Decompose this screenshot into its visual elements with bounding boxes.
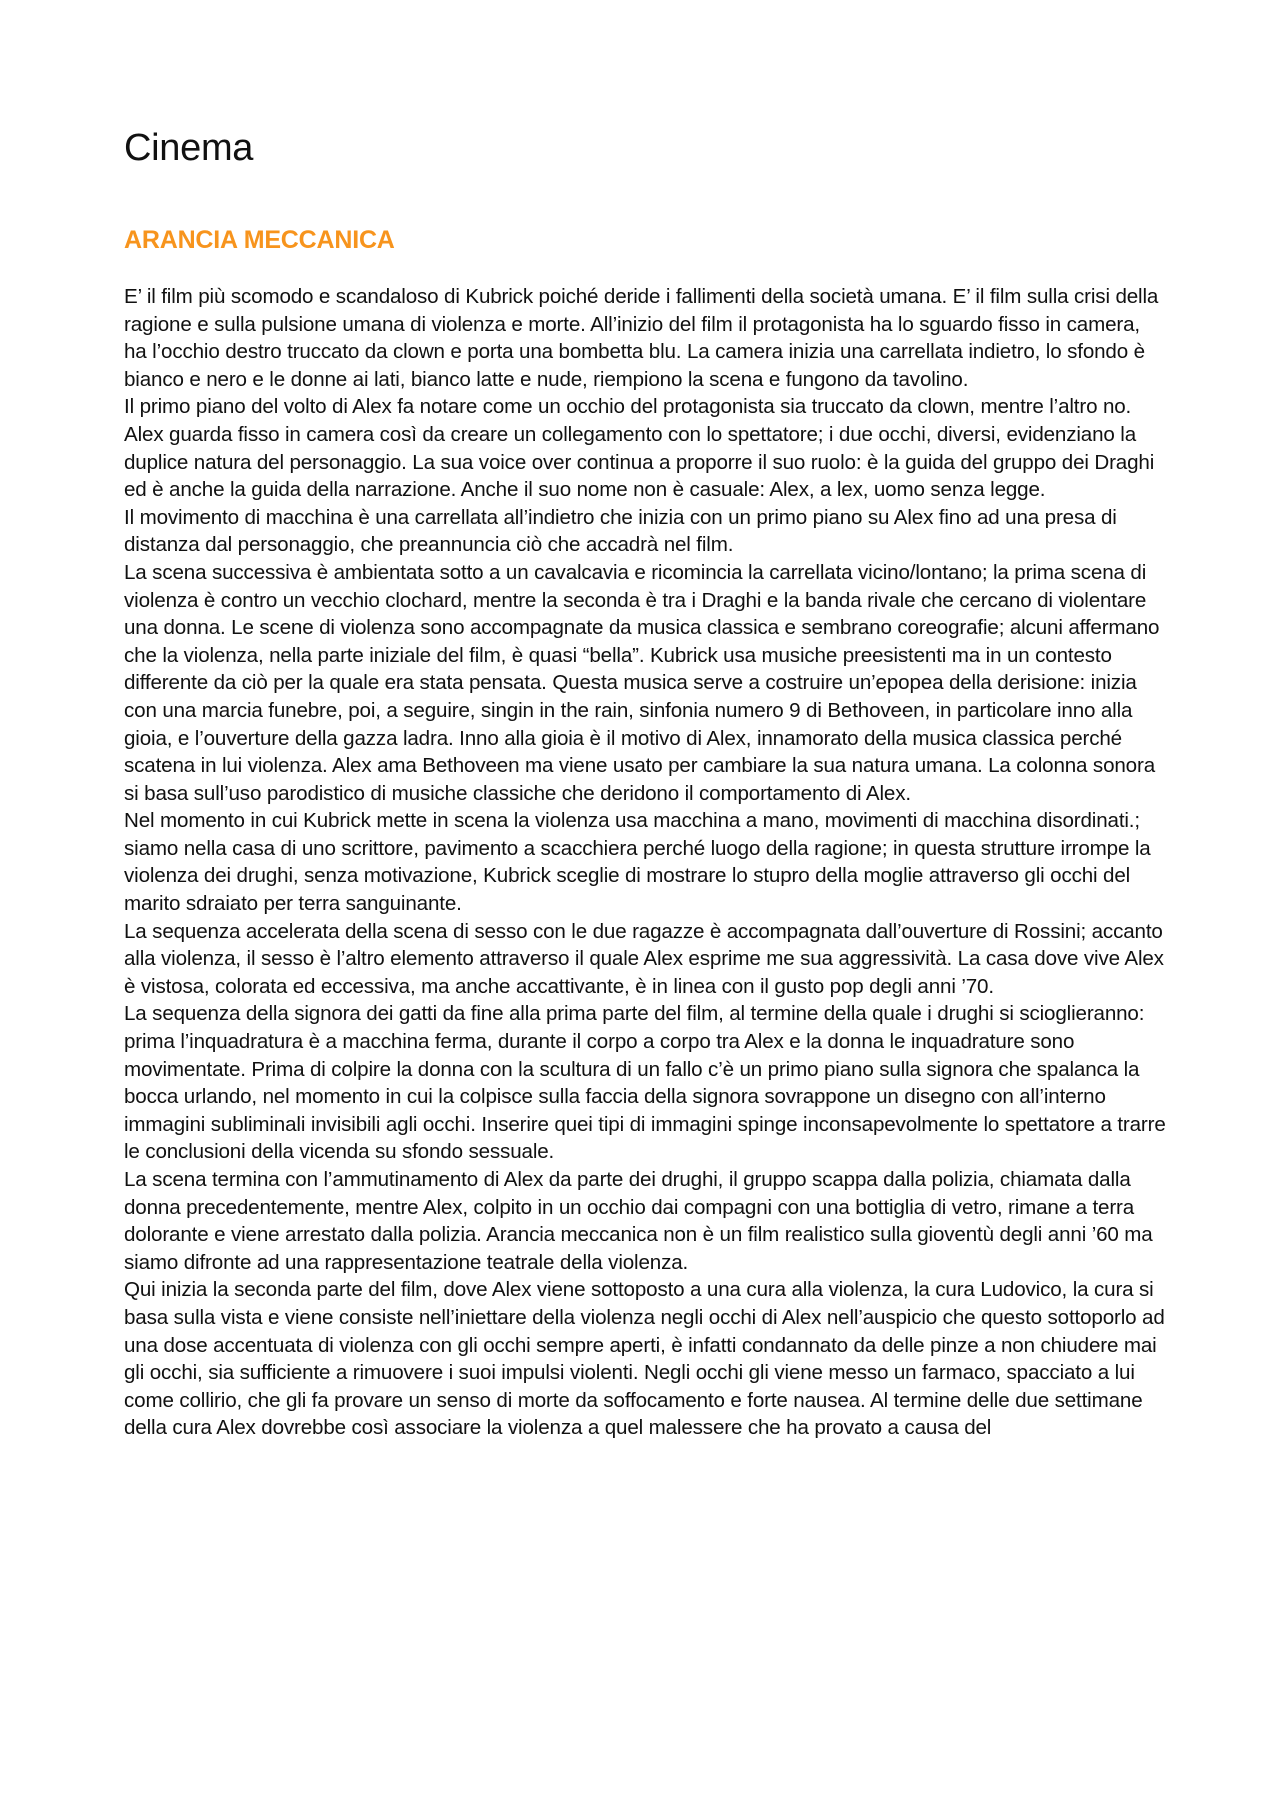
paragraph: La sequenza della signora dei gatti da fine alla prima parte del film, al termine della quale i drughi si scioglieranno: prima l’inquadratura è a macchina ferma, durante il corpo a corpo tra Alex e la donna le inquadrature sono movimentate. Prima di colpire la donna con la scultura di un fallo c’è un primo piano sulla signora che spalanca la bocca urlando, nel momento in cui la colpisce sulla faccia della signora sovrappone un disegno con all’interno immagini subliminali invisibili agli occhi. Inserire quei tipi di immagini spinge inconsapevolmente lo spettatore a trarre le conclusioni della vicenda su sfondo sessuale.	[124, 1002, 1166, 1164]
paragraph: La scena successiva è ambientata sotto a un cavalcavia e ricomincia la carrellata vicino/lontano; la prima scena di violenza è contro un vecchio clochard, mentre la seconda è tra i Draghi e la banda rivale che cercano di violentare una donna. Le scene di violenza sono accompagnate da musica classica e sembrano coreografie; alcuni affermano che la violenza, nella parte iniziale del film, è quasi “bella”. Kubrick usa musiche preesistenti ma in un contesto differente da ciò per la quale era stata pensata. Questa musica serve a costruire un’epopea della derisione: inizia con una marcia funebre, poi, a seguire, singin in the rain, sinfonia numero 9 di Bethoveen, in particolare inno alla gioia, e l’ouverture della gazza ladra. Inno alla gioia è il motivo di Alex, innamorato della musica classica perché scatena in lui violenza. Alex ama Bethoveen ma viene usato per cambiare la sua natura umana. La colonna sonora si basa sull’uso parodistico di musiche classiche che deridono il comportamento di Alex.	[124, 560, 1160, 805]
paragraph: Il primo piano del volto di Alex fa notare come un occhio del protagonista sia truccato da clown, mentre l’altro no. Alex guarda fisso in camera così da creare un collegamento con lo spettatore; i due occhi, diversi, evidenziano la duplice natura del personaggio. La sua voice over continua a proporre il suo ruolo: è la guida del gruppo dei Draghi ed è anche la guida della narrazione. Anche il suo nome non è casuale: Alex, a lex, uomo senza legge.	[124, 395, 1155, 502]
paragraph: E’ il film più scomodo e scandaloso di Kubrick poiché deride i fallimenti della società umana. E’ il film sulla crisi della ragione e sulla pulsione umana di violenza e morte. All’inizio del film il protagonista ha lo sguardo fisso in camera, ha l’occhio destro truccato da clown e porta una bombetta blu. La camera inizia una carrellata indietro, lo sfondo è bianco e nero e le donne ai lati, bianco latte e nude, riempiono la scena e fungono da tavolino.	[124, 285, 1159, 391]
paragraph: Nel momento in cui Kubrick mette in scena la violenza usa macchina a mano, movimenti di macchina disordinati.; siamo nella casa di uno scrittore, pavimento a scacchiera perché luogo della ragione; in questa strutture irrompe la violenza dei drughi, senza motivazione, Kubrick sceglie di mostrare lo stupro della moglie attraverso gli occhi del marito sdraiato per terra sanguinante.	[124, 809, 1151, 916]
page-title: Cinema	[124, 127, 254, 169]
section-title: ARANCIA MECCANICA	[124, 226, 395, 254]
body-text	[124, 283, 1168, 1442]
paragraph: La sequenza accelerata della scena di sesso con le due ragazze è accompagnata dall’ouverture di Rossini; accanto alla violenza, il sesso è l’altro elemento attraverso il quale Alex esprime me sua aggressività. La casa dove vive Alex è vistosa, colorata ed eccessiva, ma anche accattivante, è in linea con il gusto pop degli anni ’70.	[124, 919, 1164, 998]
paragraph: La scena termina con l’ammutinamento di Alex da parte dei drughi, il gruppo scappa dalla polizia, chiamata dalla donna precedentemente, mentre Alex, colpito in un occhio dai compagni con una bottiglia di vetro, rimane a terra dolorante e viene arrestato dalla polizia. Arancia meccanica non è un film realistico sulla gioventù degli anni ’60 ma siamo difronte ad una rappresentazione teatrale della violenza.	[124, 1168, 1153, 1274]
paragraph: Qui inizia la seconda parte del film, dove Alex viene sottoposto a una cura alla violenza, la cura Ludovico, la cura si basa sulla vista e viene consiste nell’iniettare della violenza negli occhi di Alex nell’auspicio che questo sottoporlo ad una dose accentuata di violenza con gli occhi sempre aperti, è infatti condannato da delle pinze a non chiudere mai gli occhi, sia sufficiente a rimuovere i suoi impulsi violenti. Negli occhi gli viene messo un farmaco, spacciato a lui come collirio, che gli fa provare un senso di morte da soffocamento e forte nausea. Al termine delle due settimane della cura Alex dovrebbe così associare la violenza a quel malessere che ha provato a causa del	[124, 1278, 1165, 1440]
paragraph: Il movimento di macchina è una carrellata all’indietro che inizia con un primo piano su Alex fino ad una presa di distanza dal personaggio, che preannuncia ciò che accadrà nel film.	[124, 505, 1117, 557]
document-page	[124, 124, 1168, 1442]
